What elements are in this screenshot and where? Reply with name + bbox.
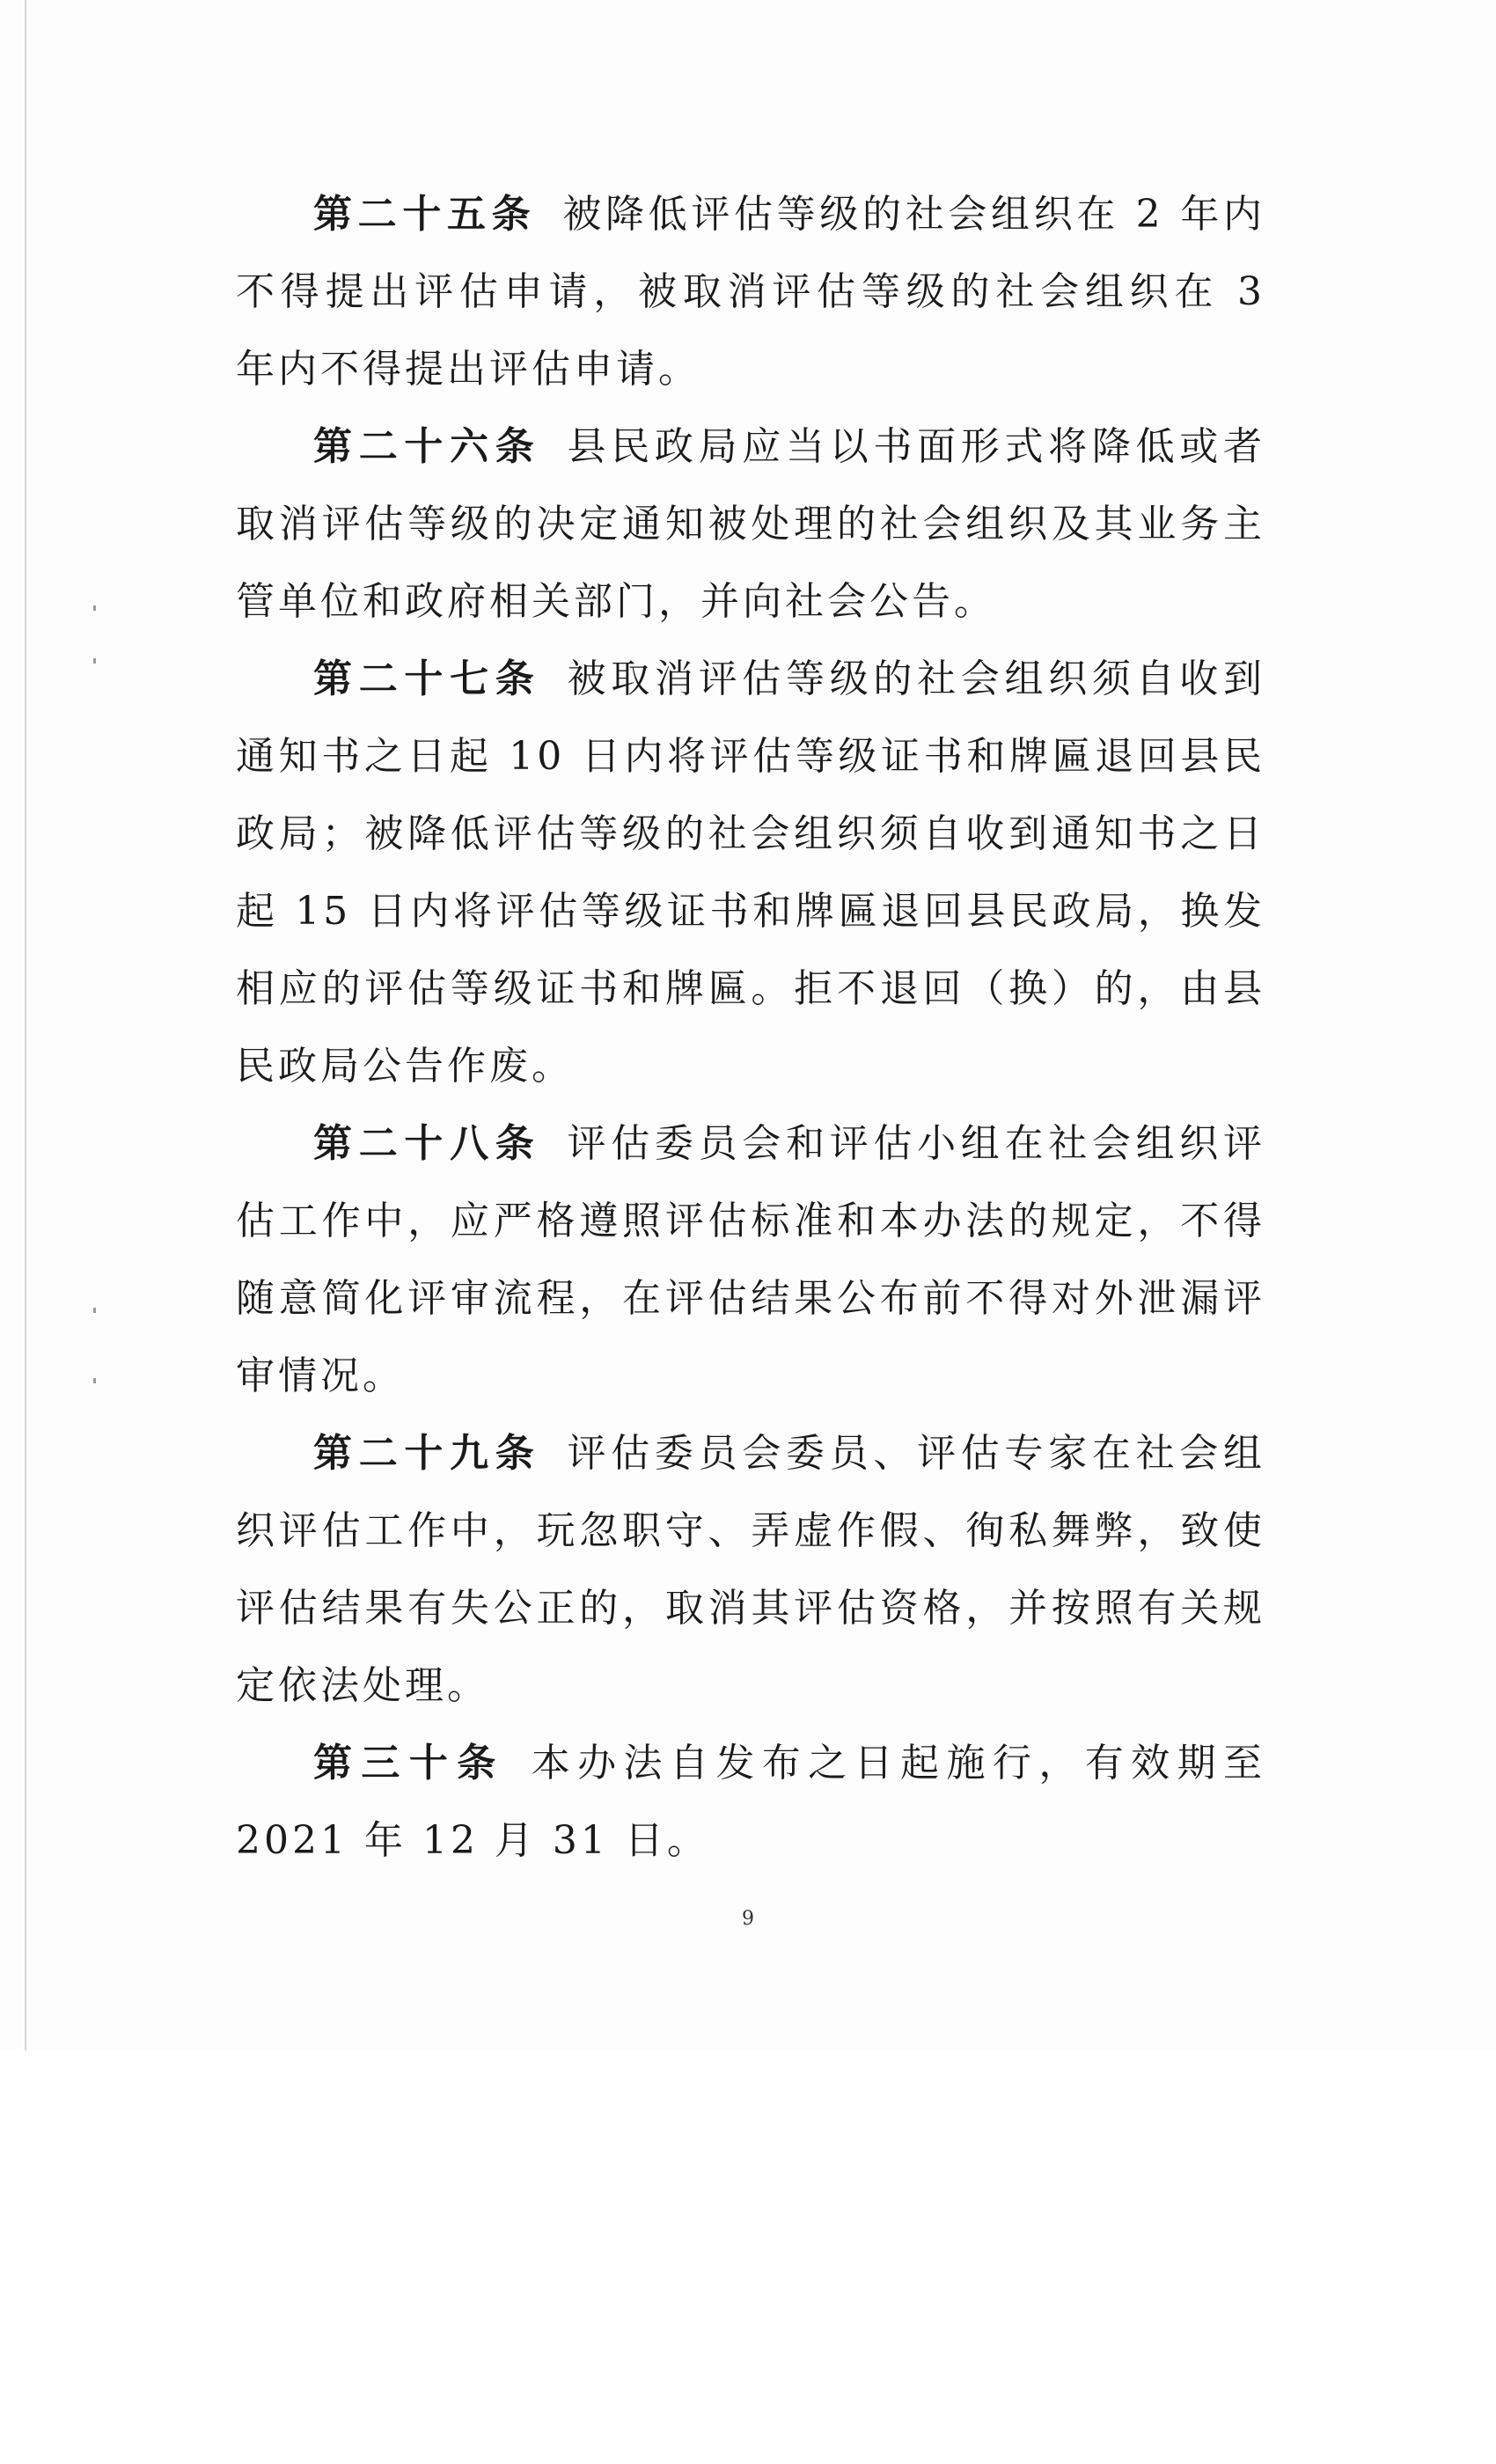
scan-speck [93, 605, 96, 611]
article-title: 第二十八条 [313, 1121, 541, 1166]
article-26 [236, 408, 1265, 641]
article-text: 被取消评估等级的社会组织须自收到通知书之日起 10 日内将评估等级证书和牌匾退回县民政局；被降低评估等级的社会组织须自收到通知书之日起 15 日内将评估等级证书和牌匾退回县民政局，换发相应的评估等级证书和牌匾。拒不退回（换）的，由县民政局公告作废。 [236, 656, 1265, 1089]
article-text: 评估委员会委员、评估专家在社会组织评估工作中，玩忽职守、弄虚作假、徇私舞弊，致使评估结果有失公正的，取消其评估资格，并按照有关规定依法处理。 [236, 1431, 1265, 1708]
article-text: 被降低评估等级的社会组织在 2 年内不得提出评估申请，被取消评估等级的社会组织在 3 年内不得提出评估申请。 [236, 192, 1265, 392]
article-text: 本办法自发布之日起施行，有效期至 2021 年 12 月 31 日。 [236, 1741, 1266, 1863]
document-body [236, 176, 1265, 1880]
article-text: 县民政局应当以书面形式将降低或者取消评估等级的决定通知被处理的社会组织及其业务主管单位和政府相关部门，并向社会公告。 [236, 424, 1265, 624]
article-title: 第三十条 [313, 1741, 505, 1786]
article-30 [236, 1725, 1265, 1880]
blank-area [0, 2050, 1496, 2464]
article-title: 第二十七条 [313, 656, 541, 701]
article-29 [236, 1415, 1265, 1725]
scan-speck [93, 1308, 96, 1313]
article-title: 第二十九条 [313, 1431, 541, 1476]
article-title: 第二十六条 [313, 424, 541, 469]
scan-speck [93, 658, 96, 664]
article-25 [236, 176, 1265, 408]
article-27 [236, 641, 1265, 1105]
page-number: 9 [742, 1908, 754, 1930]
article-text: 评估委员会和评估小组在社会组织评估工作中，应严格遵照评估标准和本办法的规定，不得随意简化评审流程，在评估结果公布前不得对外泄漏评审情况。 [236, 1121, 1265, 1398]
scan-speck [93, 1378, 96, 1383]
article-title: 第二十五条 [313, 192, 537, 237]
scan-edge-line [25, 0, 26, 2050]
article-28 [236, 1105, 1265, 1415]
